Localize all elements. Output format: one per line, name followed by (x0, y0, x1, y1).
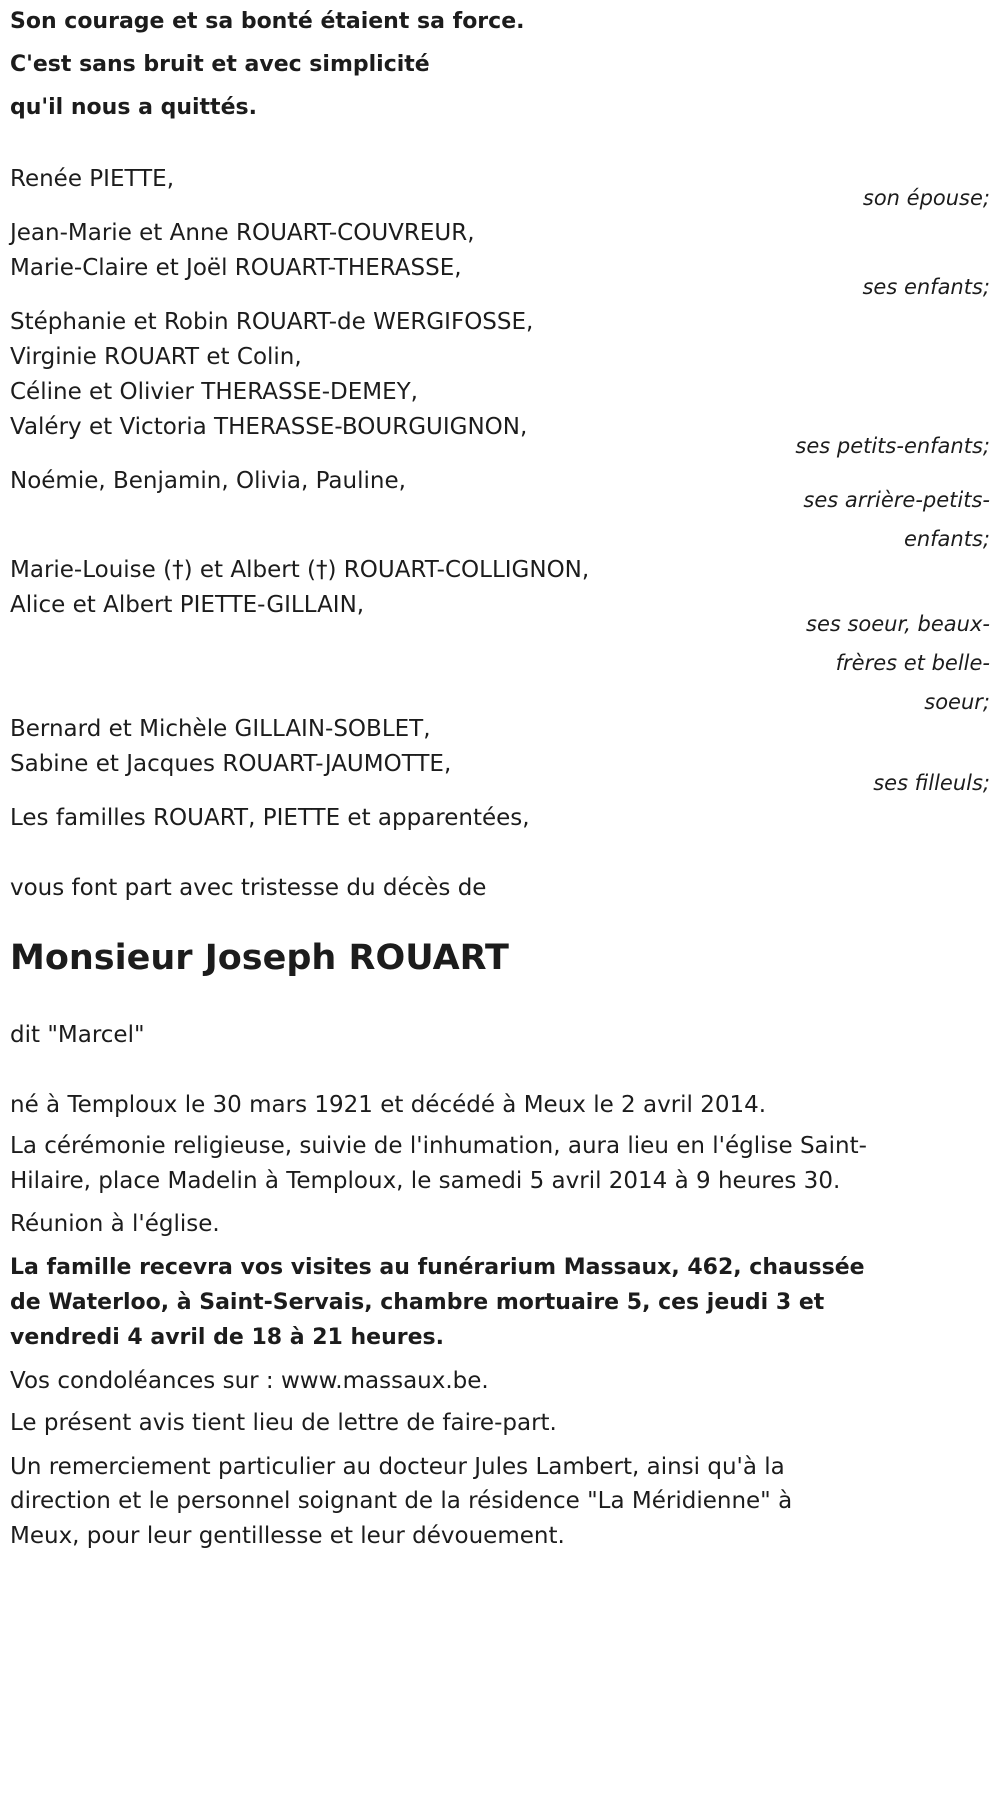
godchild-line-2: Sabine et Jacques ROUART-JAUMOTTE, (10, 751, 452, 777)
announcement-text: vous font part avec tristesse du décès de (10, 875, 487, 901)
thanks-line-2: direction et le personnel soignant de la résidence "La Méridienne" à (10, 1488, 793, 1514)
spouse-name: Renée PIETTE, (10, 166, 175, 192)
epigraph-line-3: qu'il nous a quittés. (10, 95, 257, 120)
grandchild-line-3: Céline et Olivier THERASSE-DEMEY, (10, 379, 418, 405)
children-relation: ses enfants; (862, 275, 990, 299)
grandchildren-relation: ses petits-enfants; (795, 434, 990, 458)
great-grandchildren-line: Noémie, Benjamin, Olivia, Pauline, (10, 468, 406, 494)
child-line-2: Marie-Claire et Joël ROUART-THERASSE, (10, 255, 462, 281)
grandchild-line-4: Valéry et Victoria THERASSE-BOURGUIGNON, (10, 414, 528, 440)
visits-line-2: de Waterloo, à Saint-Servais, chambre mortuaire 5, ces jeudi 3 et (10, 1290, 825, 1315)
ceremony-line-1: La cérémonie religieuse, suivie de l'inhumation, aura lieu en l'église Saint- (10, 1133, 867, 1159)
spouse-relation: son épouse; (862, 186, 990, 210)
deceased-name: Monsieur Joseph ROUART (10, 938, 509, 978)
child-line-1: Jean-Marie et Anne ROUART-COUVREUR, (10, 220, 475, 246)
great-grandchildren-relation: ses arrière-petits-enfants; (803, 488, 990, 551)
sibling-line-2: Alice et Albert PIETTE-GILLAIN, (10, 592, 365, 618)
condolences-info: Vos condoléances sur : www.massaux.be. (10, 1368, 489, 1394)
godchild-line-1: Bernard et Michèle GILLAIN-SOBLET, (10, 716, 431, 742)
meeting-info: Réunion à l'église. (10, 1211, 220, 1237)
visits-line-3: vendredi 4 avril de 18 à 21 heures. (10, 1325, 444, 1350)
epigraph-line-2: C'est sans bruit et avec simplicité (10, 52, 430, 77)
visits-line-1: La famille recevra vos visites au funérarium Massaux, 462, chaussée (10, 1255, 865, 1280)
extended-families: Les familles ROUART, PIETTE et apparentées, (10, 805, 530, 831)
birth-death-dates: né à Temploux le 30 mars 1921 et décédé à Meux le 2 avril 2014. (10, 1092, 767, 1118)
sibling-line-1: Marie-Louise (†) et Albert (†) ROUART-COLLIGNON, (10, 557, 590, 583)
thanks-line-1: Un remerciement particulier au docteur Jules Lambert, ainsi qu'à la (10, 1454, 785, 1480)
deceased-nickname: dit "Marcel" (10, 1022, 145, 1048)
notice-info: Le présent avis tient lieu de lettre de faire-part. (10, 1410, 557, 1436)
grandchild-line-1: Stéphanie et Robin ROUART-de WERGIFOSSE, (10, 309, 534, 335)
thanks-line-3: Meux, pour leur gentillesse et leur dévouement. (10, 1523, 565, 1549)
siblings-relation: ses soeur, beaux-frères et belle-soeur; (806, 612, 990, 714)
godchildren-relation: ses filleuls; (873, 771, 990, 795)
epigraph-line-1: Son courage et sa bonté étaient sa force. (10, 9, 525, 34)
ceremony-line-2: Hilaire, place Madelin à Temploux, le samedi 5 avril 2014 à 9 heures 30. (10, 1168, 841, 1194)
grandchild-line-2: Virginie ROUART et Colin, (10, 344, 302, 370)
